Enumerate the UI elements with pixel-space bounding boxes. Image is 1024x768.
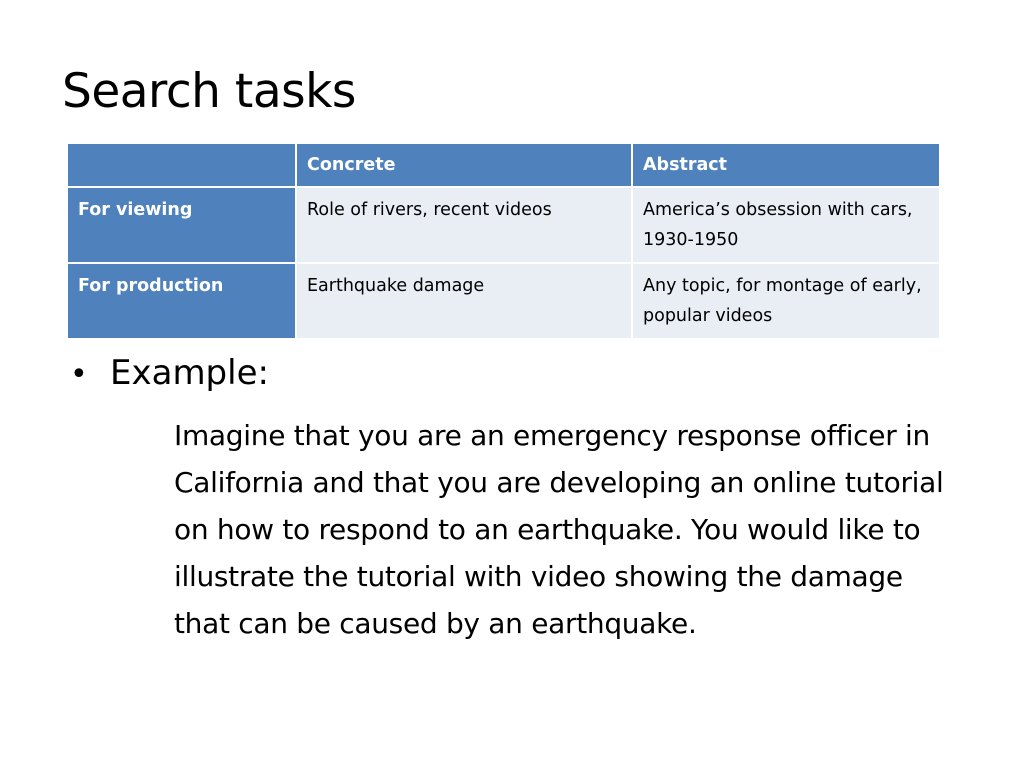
example-paragraph: Imagine that you are an emergency response officer in California and that you are developing an online tutorial on how to respond to an earthquake. You would like to illustrate the tutorial with video showing the damage that can be caused by an earthquake. [174, 419, 944, 640]
table-row [68, 263, 939, 339]
column-header-abstract: Abstract [632, 144, 939, 187]
slide-title: Search tasks [62, 64, 356, 119]
example-label: Example: [110, 353, 269, 393]
cell-production-abstract: Any topic, for montage of early, popular videos [632, 263, 939, 339]
table-row [68, 187, 939, 263]
example-bullet [70, 348, 269, 400]
table-corner-cell [68, 144, 296, 187]
table-header-row [68, 144, 939, 187]
bullet-marker: • [70, 357, 88, 392]
row-header-for-viewing: For viewing [68, 187, 296, 263]
search-tasks-table [68, 144, 939, 340]
row-header-for-production: For production [68, 263, 296, 339]
column-header-concrete: Concrete [296, 144, 632, 187]
cell-viewing-concrete: Role of rivers, recent videos [296, 187, 632, 263]
cell-production-concrete: Earthquake damage [296, 263, 632, 339]
cell-viewing-abstract: America’s obsession with cars, 1930-1950 [632, 187, 939, 263]
